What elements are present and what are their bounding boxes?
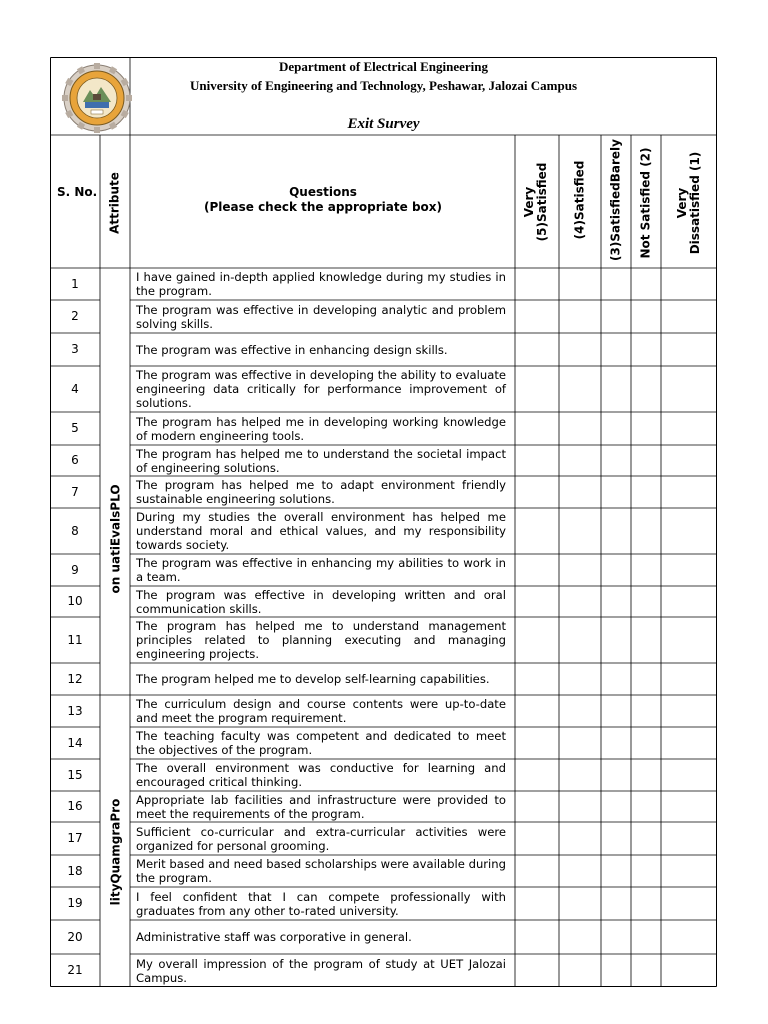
rating-checkbox-cell[interactable] — [602, 477, 630, 507]
row-number: 18 — [67, 864, 83, 878]
question-text: The curriculum design and course contents were up-to-date and meet the program requirement. — [136, 697, 506, 725]
rating-1-header: Very Dissatisfied (1) — [675, 151, 702, 255]
rating-checkbox-cell[interactable] — [602, 921, 630, 953]
rating-checkbox-cell[interactable] — [662, 446, 716, 475]
rating-checkbox-cell[interactable] — [602, 413, 630, 444]
rating-checkbox-cell[interactable] — [560, 446, 600, 475]
rating-checkbox-cell[interactable] — [662, 760, 716, 790]
row-number: 13 — [67, 704, 83, 718]
rating-checkbox-cell[interactable] — [602, 301, 630, 332]
rating-checkbox-cell[interactable] — [516, 587, 558, 616]
rating-checkbox-cell[interactable] — [516, 413, 558, 444]
rating-checkbox-cell[interactable] — [602, 618, 630, 662]
rating-checkbox-cell[interactable] — [632, 477, 660, 507]
question-text: I feel confident that I can compete professionally with graduates from any other to-rated university. — [136, 889, 506, 918]
question-text: My overall impression of the program of study at UET Jalozai Campus. — [136, 956, 506, 985]
rating-checkbox-cell[interactable] — [560, 367, 600, 411]
question-text: The program has helped me to adapt environment friendly sustainable engineering solutions. — [136, 478, 506, 506]
rating-checkbox-cell[interactable] — [602, 334, 630, 365]
question-text: The program was effective in enhancing design skills. — [136, 342, 448, 357]
rating-checkbox-cell[interactable] — [602, 955, 630, 986]
rating-checkbox-cell[interactable] — [632, 509, 660, 553]
rating-checkbox-cell[interactable] — [632, 413, 660, 444]
row-number: 20 — [67, 930, 83, 944]
rating-checkbox-cell[interactable] — [602, 888, 630, 919]
row-number: 1 — [71, 277, 79, 291]
rating-checkbox-cell[interactable] — [602, 446, 630, 475]
rating-checkbox-cell[interactable] — [560, 760, 600, 790]
question-text: The program has helped me to understand management principles related to planning executing and managing engineering projects. — [136, 619, 506, 661]
question-text: The teaching faculty was competent and dedicated to meet the objectives of the program. — [136, 729, 506, 757]
rating-checkbox-cell[interactable] — [602, 509, 630, 553]
rating-4-header: (4)Satisfied — [572, 160, 587, 240]
rating-checkbox-cell[interactable] — [632, 618, 660, 662]
department-name: Department of Electrical Engineering — [278, 59, 489, 74]
rating-checkbox-cell[interactable] — [662, 587, 716, 616]
rating-checkbox-cell[interactable] — [516, 955, 558, 986]
rating-checkbox-cell[interactable] — [602, 367, 630, 411]
rating-checkbox-cell[interactable] — [662, 823, 716, 854]
rating-checkbox-cell[interactable] — [516, 888, 558, 919]
rating-checkbox-cell[interactable] — [516, 301, 558, 332]
university-name: University of Engineering and Technology, Peshawar, Jalozai Campus — [189, 78, 578, 93]
rating-checkbox-cell[interactable] — [516, 728, 558, 758]
sno-header: S. No. — [57, 185, 98, 199]
rating-checkbox-cell[interactable] — [516, 334, 558, 365]
row-number: 4 — [71, 382, 79, 396]
rating-checkbox-cell[interactable] — [662, 921, 716, 953]
attribute-header: Attribute — [107, 172, 122, 234]
row-number: 2 — [71, 309, 79, 323]
rating-checkbox-cell[interactable] — [662, 334, 716, 365]
row-number: 17 — [67, 831, 83, 845]
rating-checkbox-cell[interactable] — [602, 555, 630, 585]
rating-checkbox-cell[interactable] — [602, 760, 630, 790]
row-number: 12 — [67, 672, 83, 686]
questions-header — [130, 185, 516, 215]
question-text: Sufficient co-curricular and extra-curricular activities were organized for personal grooming. — [136, 824, 506, 853]
rating-checkbox-cell[interactable] — [560, 696, 600, 726]
rating-checkbox-cell[interactable] — [602, 728, 630, 758]
rating-3-header: (3)SatisfiedBarely — [608, 139, 623, 261]
rating-checkbox-cell[interactable] — [632, 664, 660, 694]
rating-checkbox-cell[interactable] — [662, 477, 716, 507]
rating-checkbox-cell[interactable] — [560, 823, 600, 854]
row-number: 6 — [71, 453, 79, 467]
question-text: Merit based and need based scholarships were available during the program. — [136, 857, 506, 885]
rating-checkbox-cell[interactable] — [516, 760, 558, 790]
rating-checkbox-cell[interactable] — [516, 269, 558, 299]
rating-checkbox-cell[interactable] — [632, 792, 660, 821]
row-number: 14 — [67, 736, 83, 750]
row-number: 15 — [67, 768, 83, 782]
rating-checkbox-cell[interactable] — [560, 856, 600, 886]
rating-checkbox-cell[interactable] — [662, 955, 716, 986]
rating-checkbox-cell[interactable] — [560, 888, 600, 919]
rating-checkbox-cell[interactable] — [560, 269, 600, 299]
rating-checkbox-cell[interactable] — [632, 367, 660, 411]
rating-checkbox-cell[interactable] — [516, 664, 558, 694]
rating-checkbox-cell[interactable] — [516, 823, 558, 854]
row-number: 7 — [71, 485, 79, 499]
rating-checkbox-cell[interactable] — [560, 955, 600, 986]
rating-checkbox-cell[interactable] — [516, 367, 558, 411]
rating-checkbox-cell[interactable] — [632, 921, 660, 953]
question-text: The program has helped me in developing working knowledge of modern engineering tools. — [136, 414, 506, 443]
rating-checkbox-cell[interactable] — [602, 856, 630, 886]
question-text: The program was effective in developing analytic and problem solving skills. — [136, 302, 506, 331]
rating-checkbox-cell[interactable] — [632, 446, 660, 475]
rating-checkbox-cell[interactable] — [560, 664, 600, 694]
rating-checkbox-cell[interactable] — [632, 760, 660, 790]
instruction-text: (Please check the appropriate box) — [203, 200, 443, 214]
question-text: During my studies the overall environment has helped me understand moral and ethical values, and my responsibility towards society. — [136, 510, 506, 552]
rating-checkbox-cell[interactable] — [632, 269, 660, 299]
rating-checkbox-cell[interactable] — [516, 921, 558, 953]
rating-checkbox-cell[interactable] — [632, 955, 660, 986]
rating-checkbox-cell[interactable] — [516, 555, 558, 585]
question-text: The program was effective in developing the ability to evaluate engineering data critically for performance improvement of solutions. — [136, 368, 506, 410]
question-text: The program was effective in enhancing my abilities to work in a team. — [136, 556, 506, 584]
row-number: 8 — [71, 524, 79, 538]
rating-checkbox-cell[interactable] — [632, 587, 660, 616]
rating-checkbox-cell[interactable] — [662, 301, 716, 332]
row-number: 19 — [67, 896, 83, 910]
rating-2-header: Not Satisfied (2) — [638, 147, 653, 259]
row-number: 16 — [67, 799, 83, 813]
question-text: Administrative staff was corporative in general. — [136, 930, 412, 944]
rating-checkbox-cell[interactable] — [560, 728, 600, 758]
rating-5-header: Very (5)Satisfied — [522, 162, 549, 242]
rating-checkbox-cell[interactable] — [662, 664, 716, 694]
rating-checkbox-cell[interactable] — [516, 618, 558, 662]
row-number: 9 — [71, 563, 79, 577]
rating-checkbox-cell[interactable] — [560, 921, 600, 953]
rating-checkbox-cell[interactable] — [662, 618, 716, 662]
row-number: 11 — [67, 633, 83, 647]
rating-checkbox-cell[interactable] — [662, 728, 716, 758]
rating-checkbox-cell[interactable] — [560, 413, 600, 444]
rating-checkbox-cell[interactable] — [662, 888, 716, 919]
row-number: 21 — [67, 963, 83, 977]
rating-checkbox-cell[interactable] — [662, 696, 716, 726]
rating-checkbox-cell[interactable] — [662, 555, 716, 585]
rating-checkbox-cell[interactable] — [632, 555, 660, 585]
question-text: Appropriate lab facilities and infrastructure were provided to meet the requirements of the program. — [136, 792, 506, 821]
rating-checkbox-cell[interactable] — [632, 696, 660, 726]
row-number: 5 — [71, 421, 79, 435]
question-text: I have gained in-depth applied knowledge during my studies in the program. — [136, 270, 506, 298]
exit-survey-form — [50, 57, 717, 987]
questions-label: Questions — [289, 185, 357, 199]
rating-checkbox-cell[interactable] — [516, 509, 558, 553]
rating-checkbox-cell[interactable] — [516, 792, 558, 821]
rating-checkbox-cell[interactable] — [516, 856, 558, 886]
rating-checkbox-cell[interactable] — [632, 856, 660, 886]
rating-checkbox-cell[interactable] — [560, 618, 600, 662]
rating-checkbox-cell[interactable] — [560, 334, 600, 365]
question-text: The program helped me to develop self-learning capabilities. — [136, 672, 490, 686]
row-number: 3 — [71, 342, 79, 356]
rating-checkbox-cell[interactable] — [662, 509, 716, 553]
rating-checkbox-cell[interactable] — [560, 477, 600, 507]
rating-checkbox-cell[interactable] — [560, 301, 600, 332]
rating-checkbox-cell[interactable] — [516, 446, 558, 475]
rating-checkbox-cell[interactable] — [560, 792, 600, 821]
rating-checkbox-cell[interactable] — [602, 696, 630, 726]
rating-checkbox-cell[interactable] — [662, 792, 716, 821]
rating-checkbox-cell[interactable] — [662, 856, 716, 886]
rating-checkbox-cell[interactable] — [560, 587, 600, 616]
rating-checkbox-cell[interactable] — [602, 587, 630, 616]
rating-checkbox-cell[interactable] — [516, 477, 558, 507]
rating-checkbox-cell[interactable] — [602, 664, 630, 694]
rating-checkbox-cell[interactable] — [632, 823, 660, 854]
rating-checkbox-cell[interactable] — [516, 696, 558, 726]
rating-checkbox-cell[interactable] — [632, 334, 660, 365]
rating-checkbox-cell[interactable] — [602, 269, 630, 299]
rating-checkbox-cell[interactable] — [662, 367, 716, 411]
row-number: 10 — [67, 594, 83, 608]
rating-checkbox-cell[interactable] — [632, 301, 660, 332]
rating-checkbox-cell[interactable] — [560, 509, 600, 553]
question-text: The program has helped me to understand the societal impact of engineering solutions. — [136, 446, 506, 475]
survey-title: Exit Survey — [347, 116, 420, 132]
attribute-group-program-quality: lityQuamgraPro — [108, 798, 123, 906]
rating-checkbox-cell[interactable] — [632, 888, 660, 919]
rating-checkbox-cell[interactable] — [632, 728, 660, 758]
rating-checkbox-cell[interactable] — [560, 555, 600, 585]
question-text: The program was effective in developing written and oral communication skills. — [136, 587, 506, 616]
rating-checkbox-cell[interactable] — [602, 792, 630, 821]
rating-checkbox-cell[interactable] — [662, 413, 716, 444]
rating-checkbox-cell[interactable] — [602, 823, 630, 854]
rating-checkbox-cell[interactable] — [662, 269, 716, 299]
question-text: The overall environment was conductive for learning and encouraged critical thinking. — [136, 761, 506, 789]
attribute-group-plo: on uatiEvalsPLO — [108, 484, 123, 594]
